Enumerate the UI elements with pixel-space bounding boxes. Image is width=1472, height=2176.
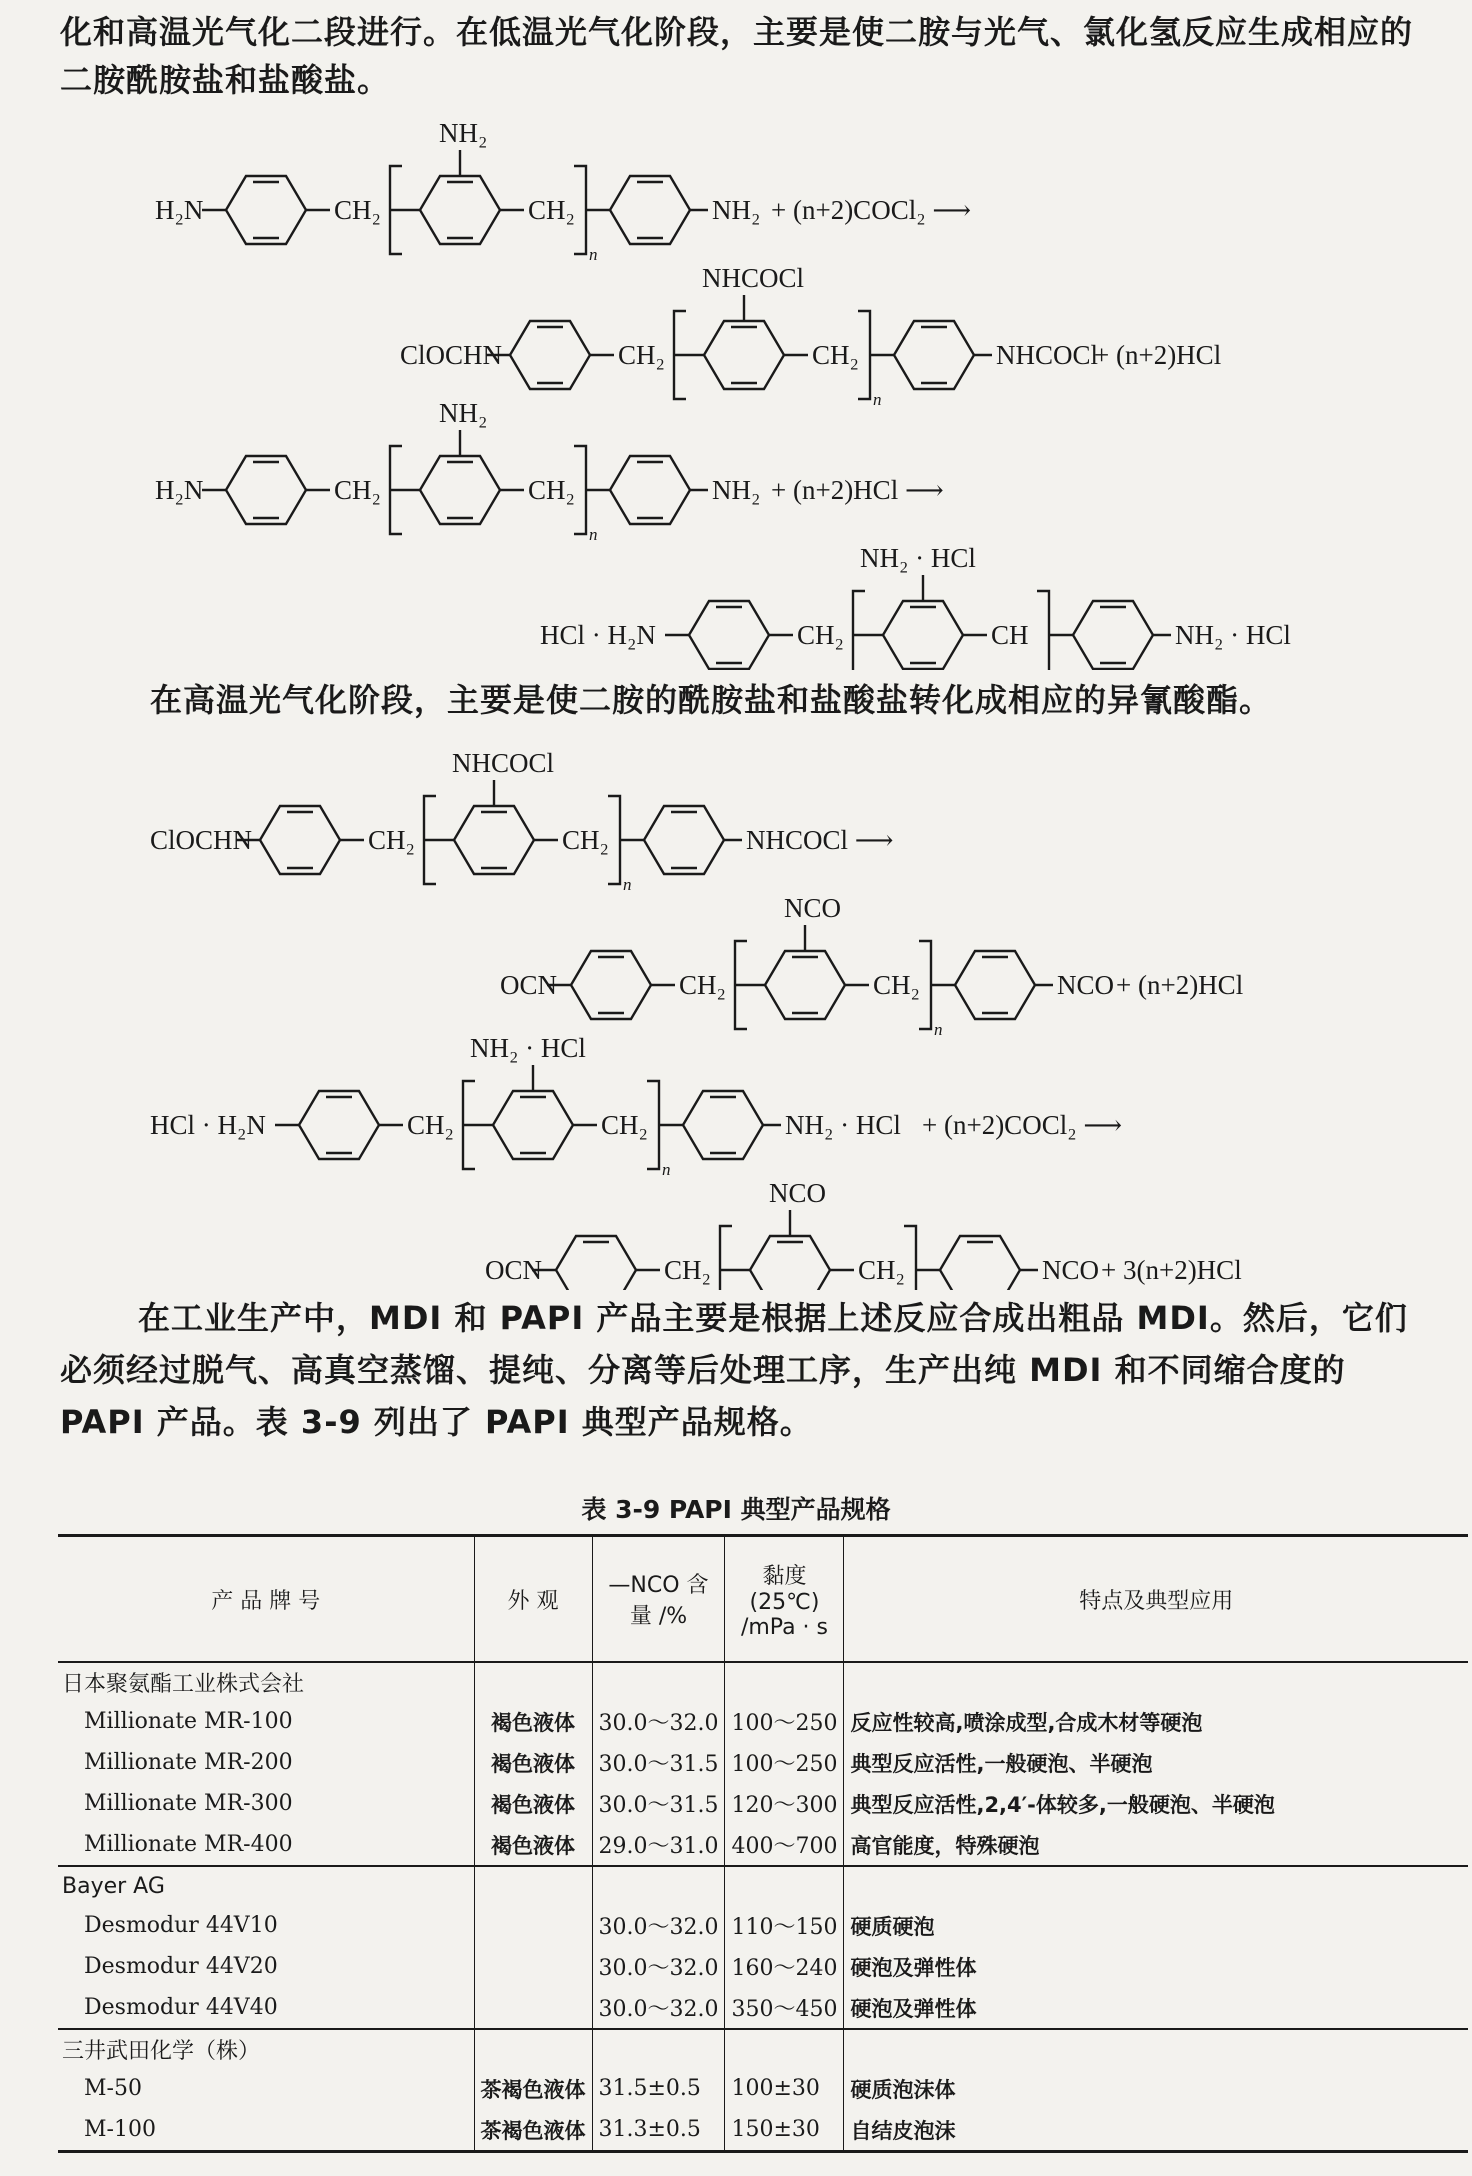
reaction-tail: + (n+2)HCl bbox=[1094, 340, 1222, 370]
papi-spec-table bbox=[58, 1534, 1468, 2153]
viscosity-cell: 110～150 bbox=[725, 1905, 844, 1946]
bracket-close bbox=[919, 941, 931, 1029]
viscosity-cell: 400～700 bbox=[725, 1824, 844, 1866]
bracket-open bbox=[720, 1226, 732, 1290]
reaction-tail: + (n+2)HCl bbox=[1116, 970, 1244, 1000]
product-name: Desmodur 44V10 bbox=[58, 1905, 474, 1946]
table-group-row bbox=[58, 1866, 1468, 1905]
right-group: NCO bbox=[1042, 1255, 1100, 1285]
benzene-ring-center bbox=[420, 176, 500, 244]
features-cell: 高官能度，特殊硬泡 bbox=[850, 1833, 1040, 1858]
bracket-open bbox=[853, 591, 865, 670]
ring-substituent: NHCOCl bbox=[702, 263, 805, 293]
bridge-ch2: CH₂ bbox=[528, 195, 575, 225]
nco-cell: 30.0～31.5 bbox=[592, 1742, 725, 1783]
paragraph-industrial: 在工业生产中，MDI 和 PAPI 产品主要是根据上述反应合成出粗品 MDI。然后，它们必须经过脱气、高真空蒸馏、提纯、分离等后处理工序，生产出纯 MDI 和不同缩合度的 PAPI 产品。表 3-9 列出了 PAPI 典型产品规格。 bbox=[60, 1299, 1408, 1441]
benzene-ring bbox=[556, 1236, 636, 1290]
benzene-ring-center bbox=[454, 806, 534, 874]
empty-cell bbox=[592, 2029, 725, 2068]
table-row bbox=[58, 1824, 1468, 1866]
benzene-ring-end bbox=[644, 806, 724, 874]
ring-substituent: NH₂ bbox=[439, 398, 488, 428]
nco-cell: 30.0～32.0 bbox=[592, 1905, 725, 1946]
right-group: NCO bbox=[1057, 970, 1115, 1000]
table-group-row bbox=[58, 1662, 1468, 1701]
reaction-line-4 bbox=[150, 748, 893, 894]
bridge-ch2: CH bbox=[991, 620, 1029, 650]
header-product: 产 品 牌 号 bbox=[58, 1536, 474, 1663]
benzene-ring bbox=[299, 1091, 379, 1159]
empty-cell bbox=[725, 1866, 844, 1905]
reaction-line-2 bbox=[155, 398, 944, 544]
appearance-cell: 茶褐色液体 bbox=[474, 2109, 592, 2152]
bracket-close bbox=[608, 796, 620, 884]
product-name: Millionate MR-300 bbox=[58, 1783, 474, 1824]
left-group: ClOCHN bbox=[150, 825, 253, 855]
right-group: NH₂ bbox=[712, 195, 761, 225]
features-cell: 硬泡及弹性体 bbox=[850, 1955, 977, 1980]
reaction-line-6 bbox=[150, 1033, 1122, 1179]
product-name: Millionate MR-100 bbox=[58, 1701, 474, 1742]
ring-substituent: NCO bbox=[769, 1178, 827, 1208]
benzene-ring-end bbox=[610, 176, 690, 244]
left-group: H₂N bbox=[155, 475, 204, 505]
ring-substituent: NH₂ · HCl bbox=[470, 1033, 586, 1063]
features-cell: 硬泡及弹性体 bbox=[850, 1996, 977, 2021]
bridge-ch2: CH₂ bbox=[334, 195, 381, 225]
empty-cell bbox=[844, 1866, 1468, 1905]
benzene-ring-end bbox=[894, 321, 974, 389]
bracket-close bbox=[574, 446, 586, 534]
features-cell: 硬质泡沫体 bbox=[850, 2077, 956, 2102]
bridge-ch2: CH₂ bbox=[601, 1110, 648, 1140]
company-name: Bayer AG bbox=[58, 1866, 474, 1905]
appearance-cell: 茶褐色液体 bbox=[474, 2068, 592, 2109]
benzene-ring-center bbox=[493, 1091, 573, 1159]
right-group: NH₂ bbox=[712, 475, 761, 505]
empty-cell bbox=[474, 1866, 592, 1905]
empty-cell bbox=[725, 2029, 844, 2068]
benzene-ring bbox=[226, 176, 306, 244]
benzene-ring-end bbox=[683, 1091, 763, 1159]
benzene-ring-center bbox=[765, 951, 845, 1019]
product-name: Millionate MR-400 bbox=[58, 1824, 474, 1866]
reaction-line-1 bbox=[400, 263, 1221, 409]
left-group: HCl · H₂N bbox=[540, 620, 656, 650]
bridge-ch2: CH₂ bbox=[407, 1110, 454, 1140]
benzene-ring-center bbox=[420, 456, 500, 524]
appearance-cell bbox=[474, 1987, 592, 2029]
benzene-ring-center bbox=[750, 1236, 830, 1290]
viscosity-cell: 100～250 bbox=[725, 1742, 844, 1783]
repeat-n: n bbox=[873, 390, 882, 409]
left-group: OCN bbox=[500, 970, 558, 1000]
scheme-svg bbox=[0, 110, 1472, 670]
repeat-n: n bbox=[662, 1160, 671, 1179]
header-features: 特点及典型应用 bbox=[844, 1536, 1468, 1663]
empty-cell bbox=[844, 2029, 1468, 2068]
reaction-tail: + (n+2)COCl₂ ⟶ bbox=[771, 195, 972, 225]
features-cell: 自结皮泡沫 bbox=[844, 2109, 1468, 2152]
table-row bbox=[58, 1905, 1468, 1946]
table-group-row bbox=[58, 2029, 1468, 2068]
bridge-ch2: CH₂ bbox=[664, 1255, 711, 1285]
ring-substituent: NCO bbox=[784, 893, 842, 923]
features-cell: 硬质硬泡 bbox=[850, 1914, 935, 1939]
nco-cell: 30.0～32.0 bbox=[592, 1987, 725, 2029]
company-name: 三井武田化学（株） bbox=[58, 2029, 474, 2068]
table-row bbox=[58, 1987, 1468, 2029]
product-name: M-100 bbox=[58, 2109, 474, 2152]
viscosity-cell: 150±30 bbox=[725, 2109, 844, 2152]
benzene-ring bbox=[260, 806, 340, 874]
reaction-tail: + (n+2)COCl₂ ⟶ bbox=[922, 1110, 1123, 1140]
reaction-line-0 bbox=[155, 118, 971, 264]
benzene-ring-end bbox=[955, 951, 1035, 1019]
header-nco: —NCO 含量 /% bbox=[592, 1536, 725, 1663]
reaction-tail: + (n+2)HCl ⟶ bbox=[771, 475, 944, 505]
appearance-cell bbox=[474, 1946, 592, 1987]
right-group: NHCOCl bbox=[996, 340, 1099, 370]
table-row bbox=[58, 1742, 1468, 1783]
table-row bbox=[58, 2068, 1468, 2109]
bracket-close bbox=[1037, 591, 1049, 670]
bracket-close bbox=[904, 1226, 916, 1290]
benzene-ring bbox=[226, 456, 306, 524]
product-name: M-50 bbox=[58, 2068, 474, 2109]
header-appearance: 外 观 bbox=[474, 1536, 592, 1663]
header-viscosity: 黏度 (25℃) /mPa · s bbox=[725, 1536, 844, 1663]
right-group: NH₂ · HCl bbox=[785, 1110, 901, 1140]
bridge-ch2: CH₂ bbox=[812, 340, 859, 370]
nco-cell: 31.5±0.5 bbox=[592, 2068, 725, 2109]
reaction-tail: + 3(n+2)HCl bbox=[1101, 1255, 1242, 1285]
viscosity-cell: 350～450 bbox=[725, 1987, 844, 2029]
product-name: Millionate MR-200 bbox=[58, 1742, 474, 1783]
features-cell: 反应性较高,喷涂成型,合成木材等硬泡 bbox=[850, 1710, 1203, 1735]
ring-substituent: NH₂ bbox=[439, 118, 488, 148]
repeat-n: n bbox=[934, 1020, 943, 1039]
appearance-cell: 褐色液体 bbox=[474, 1701, 592, 1742]
viscosity-cell: 120～300 bbox=[725, 1783, 844, 1824]
bridge-ch2: CH₂ bbox=[562, 825, 609, 855]
viscosity-cell: 100～250 bbox=[725, 1701, 844, 1742]
repeat-n: n bbox=[589, 245, 598, 264]
appearance-cell: 褐色液体 bbox=[474, 1824, 592, 1866]
empty-cell bbox=[844, 1662, 1468, 1701]
paragraph-high-temp: 在高温光气化阶段，主要是使二胺的酰胺盐和盐酸盐转化成相应的异氰酸酯。 bbox=[150, 681, 1273, 719]
left-group: H₂N bbox=[155, 195, 204, 225]
benzene-ring bbox=[689, 601, 769, 669]
nco-cell: 31.3±0.5 bbox=[592, 2109, 725, 2152]
nco-cell: 30.0～32.0 bbox=[592, 1946, 725, 1987]
bridge-ch2: CH₂ bbox=[334, 475, 381, 505]
benzene-ring-center bbox=[704, 321, 784, 389]
bracket-close bbox=[647, 1081, 659, 1169]
table-header-row bbox=[58, 1536, 1468, 1663]
right-group: NH₂ · HCl bbox=[1175, 620, 1291, 650]
table-row bbox=[58, 2109, 1468, 2152]
paragraph-intro: 化和高温光气化二段进行。在低温光气化阶段，主要是使二胺与光气、氯化氢反应生成相应的二胺酰胺盐和盐酸盐。 bbox=[60, 13, 1414, 99]
bridge-ch2: CH₂ bbox=[797, 620, 844, 650]
bridge-ch2: CH₂ bbox=[528, 475, 575, 505]
ring-substituent: NHCOCl bbox=[452, 748, 555, 778]
table-row bbox=[58, 1946, 1468, 1987]
benzene-ring-center bbox=[883, 601, 963, 669]
reaction-line-7 bbox=[485, 1178, 1242, 1290]
reaction-line-3 bbox=[540, 543, 1291, 670]
right-group: NHCOCl ⟶ bbox=[746, 825, 894, 855]
bridge-ch2: CH₂ bbox=[618, 340, 665, 370]
bracket-close bbox=[858, 311, 870, 399]
benzene-ring bbox=[571, 951, 651, 1019]
empty-cell bbox=[592, 1662, 725, 1701]
bracket-close bbox=[574, 166, 586, 254]
benzene-ring-end bbox=[1073, 601, 1153, 669]
nco-cell: 30.0～31.5 bbox=[592, 1783, 725, 1824]
table-caption: 表 3-9 PAPI 典型产品规格 bbox=[581, 1495, 891, 1524]
product-name: Desmodur 44V40 bbox=[58, 1987, 474, 2029]
table-row bbox=[58, 1701, 1468, 1742]
features-cell: 典型反应活性,2,4′-体较多,一般硬泡、半硬泡 bbox=[850, 1792, 1275, 1817]
table-row bbox=[58, 1783, 1468, 1824]
company-name: 日本聚氨酯工业株式会社 bbox=[58, 1662, 474, 1701]
benzene-ring bbox=[510, 321, 590, 389]
bridge-ch2: CH₂ bbox=[679, 970, 726, 1000]
repeat-n: n bbox=[589, 525, 598, 544]
left-group: OCN bbox=[485, 1255, 543, 1285]
empty-cell bbox=[592, 1866, 725, 1905]
appearance-cell bbox=[474, 1905, 592, 1946]
empty-cell bbox=[725, 1662, 844, 1701]
repeat-n: n bbox=[623, 875, 632, 894]
product-name: Desmodur 44V20 bbox=[58, 1946, 474, 1987]
benzene-ring-end bbox=[940, 1236, 1020, 1290]
bridge-ch2: CH₂ bbox=[873, 970, 920, 1000]
scheme-svg bbox=[0, 730, 1472, 1290]
appearance-cell: 褐色液体 bbox=[474, 1742, 592, 1783]
bridge-ch2: CH₂ bbox=[858, 1255, 905, 1285]
viscosity-cell: 100±30 bbox=[725, 2068, 844, 2109]
nco-cell: 29.0～31.0 bbox=[592, 1824, 725, 1866]
benzene-ring-end bbox=[610, 456, 690, 524]
left-group: ClOCHN bbox=[400, 340, 503, 370]
table-body bbox=[58, 1662, 1468, 2152]
features-cell: 典型反应活性,一般硬泡、半硬泡 bbox=[850, 1751, 1153, 1776]
reaction-line-5 bbox=[500, 893, 1243, 1039]
empty-cell bbox=[474, 1662, 592, 1701]
left-group: HCl · H₂N bbox=[150, 1110, 266, 1140]
empty-cell bbox=[474, 2029, 592, 2068]
bridge-ch2: CH₂ bbox=[368, 825, 415, 855]
nco-cell: 30.0～32.0 bbox=[592, 1701, 725, 1742]
ring-substituent: NH₂ · HCl bbox=[860, 543, 976, 573]
appearance-cell: 褐色液体 bbox=[474, 1783, 592, 1824]
viscosity-cell: 160～240 bbox=[725, 1946, 844, 1987]
